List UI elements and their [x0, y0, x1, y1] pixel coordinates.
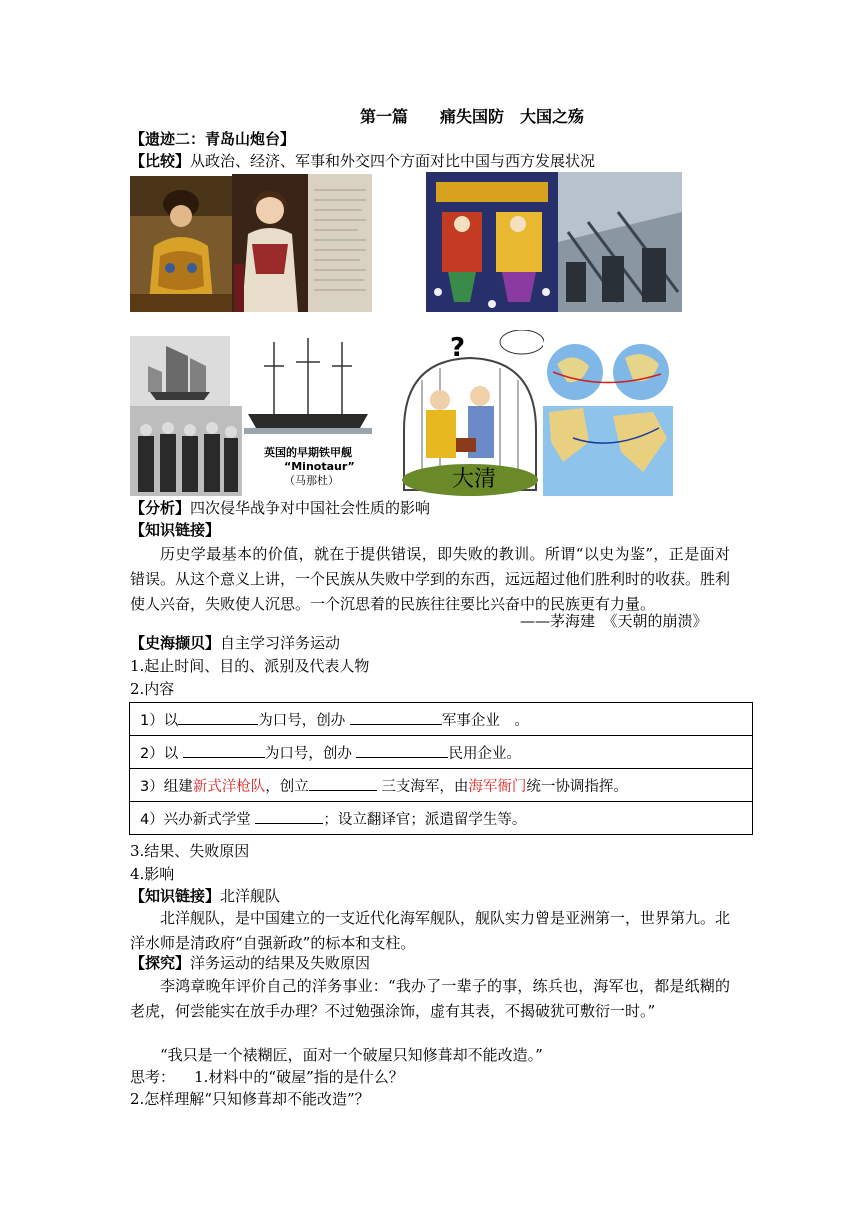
- row2-mid: 为口号，创办: [264, 745, 352, 762]
- world-route-maps: [543, 342, 673, 496]
- table-row: [130, 802, 753, 835]
- study-label: 【史海撷贝】: [130, 634, 221, 652]
- analysis-label: 【分析】: [130, 499, 191, 517]
- table-cell: [130, 802, 753, 835]
- warship-caption-line1: 英国的早期铁甲舰: [264, 446, 352, 459]
- fill-blank[interactable]: [178, 710, 258, 725]
- row3-mid2: 三支海军，由: [381, 778, 469, 795]
- site-heading: [130, 128, 295, 150]
- study-line: [130, 632, 340, 654]
- svg-text:?: ?: [450, 333, 466, 363]
- row1-prefix: 1）以: [140, 712, 179, 729]
- knowledge-link-label: 【知识链接】: [130, 521, 221, 539]
- table-cell: [130, 769, 753, 802]
- quote-source: ——茅海建 《天朝的崩溃》: [520, 612, 708, 630]
- queen-victoria-portrait: [232, 174, 308, 312]
- table-row: [130, 703, 753, 736]
- folk-weaving-painting: [426, 172, 558, 312]
- results-item-3: 3.结果、失败原因: [130, 842, 250, 860]
- warship-caption-line2: “Minotaur”: [284, 460, 355, 473]
- row3-prefix: 3）组建: [140, 778, 193, 795]
- chinese-junk-ship-photo: [130, 336, 230, 406]
- knowledge-link-heading: [130, 519, 220, 541]
- fill-blank[interactable]: [350, 710, 442, 725]
- beiyang-fleet-paragraph: 北洋舰队，是中国建立的一支近代化海军舰队，舰队实力曾是亚洲第一，世界第九。北洋水师是清政府“自强新政”的标本和支柱。: [130, 909, 731, 952]
- warship-caption: [264, 446, 355, 488]
- study-text: 自主学习洋务运动: [220, 634, 341, 652]
- think-line: [130, 1066, 404, 1088]
- think-question-1: 1.材料中的“破屋”指的是什么？: [194, 1068, 404, 1086]
- analysis-line: [130, 497, 430, 519]
- fill-blank[interactable]: [356, 743, 448, 758]
- row2-suffix: 民用企业。: [448, 745, 521, 762]
- row3-highlight-rifle-corps: 新式洋枪队: [192, 778, 266, 795]
- explore-text: 洋务运动的结果及失败原因: [190, 954, 371, 972]
- table-cell: [130, 703, 753, 736]
- fill-blank[interactable]: [183, 743, 265, 758]
- row1-suffix: 军事企业 。: [441, 712, 529, 729]
- paperhanger-quote: “我只是一个裱糊匠，面对一个破屋只知修葺却不能改造。”: [160, 1046, 543, 1064]
- cage-sign: 大清: [452, 467, 497, 492]
- site-label: 【遗迹二：青岛山炮台】: [130, 130, 296, 148]
- row4-prefix: 4）兴办新式学堂: [140, 811, 251, 828]
- analysis-text: 四次侵华战争对中国社会性质的影响: [190, 499, 431, 517]
- think-label: 思考：: [130, 1068, 176, 1086]
- compare-text: 从政治、经济、军事和外交四个方面对比中国与西方发展状况: [190, 152, 596, 170]
- compare-label: 【比较】: [130, 152, 191, 170]
- fill-blank[interactable]: [255, 809, 323, 824]
- qing-birdcage-cartoon: [396, 330, 544, 498]
- factory-machinery-photo: [558, 172, 682, 312]
- page-title: 第一篇 痛失国防 大国之殇: [360, 107, 585, 126]
- knowledge-link-paragraph: 历史学最基本的价值，就在于提供错误，即失败的教训。所谓“以史为鉴”，正是面对错误。从这个意义上讲，一个民族从失败中学到的东西，远远超过他们胜利时的收获。胜利使人兴奋，失败使人沉思。一个沉思着的民族往往要比兴奋中的民族更有力量。: [130, 545, 731, 613]
- table-row: [130, 736, 753, 769]
- think-question-2: 2.怎样理解“只知修葺却不能改造”？: [130, 1090, 370, 1108]
- warship-caption-line3: （马那杜）: [284, 474, 339, 487]
- knowledge-link-2-text: 北洋舰队: [220, 887, 281, 905]
- row4-suffix: ；设立翻译官；派遣留学生等。: [323, 811, 527, 828]
- content-fill-table: [129, 702, 753, 835]
- compare-line: [130, 150, 595, 172]
- historic-document-image: [308, 174, 372, 312]
- li-hongzhang-quote: 李鸿章晚年评价自己的洋务事业：“我办了一辈子的事，练兵也，海军也，都是纸糊的老虎，何尝能实在放手办理？不过勉强涂饰，虚有其表，不揭破犹可敷衍一时。”: [130, 977, 730, 1020]
- row3-highlight-admiralty: 海军衙门: [468, 778, 527, 795]
- knowledge-link-2-label: 【知识链接】: [130, 887, 221, 905]
- study-item-2: 2.内容: [130, 680, 175, 698]
- row1-mid: 为口号，创办: [258, 712, 346, 729]
- row3-mid: ，创立: [265, 778, 309, 795]
- row3-suffix: 统一协调指挥。: [526, 778, 628, 795]
- row2-prefix: 2）以: [140, 745, 179, 762]
- knowledge-link-2-line: [130, 885, 280, 907]
- table-cell: [130, 736, 753, 769]
- fill-blank[interactable]: [309, 776, 377, 791]
- study-item-1: 1.起止时间、目的、派别及代表人物: [130, 657, 370, 675]
- explore-line: [130, 952, 370, 974]
- table-row: [130, 769, 753, 802]
- qing-emperor-portrait: [130, 176, 232, 312]
- explore-label: 【探究】: [130, 954, 191, 972]
- results-item-4: 4.影响: [130, 865, 175, 883]
- qing-soldiers-photo: [130, 406, 242, 496]
